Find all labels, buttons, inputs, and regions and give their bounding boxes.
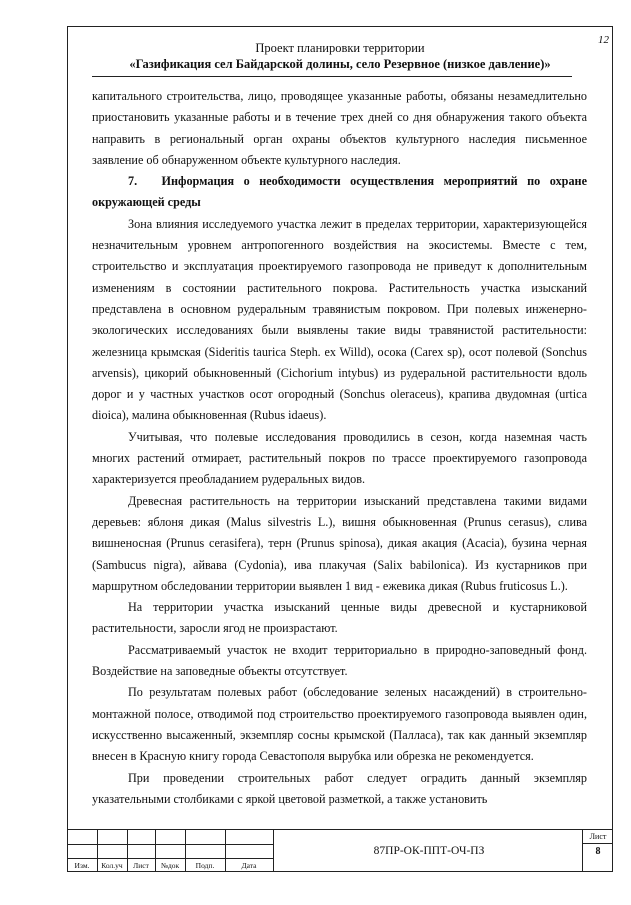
stamp-label-kol: Кол.уч — [101, 861, 123, 870]
revision-grid — [67, 830, 273, 872]
stamp-label-doc: №док — [160, 861, 180, 870]
header-line-1: Проект планировки территории — [255, 41, 425, 55]
title-block — [67, 829, 613, 872]
stamp-label-date: Дата — [241, 861, 257, 870]
document-code: 87ПР-ОК-ППТ-ОЧ-ПЗ — [273, 830, 584, 872]
paragraph: Учитывая, что полевые исследования проводились в сезон, когда наземная часть многих растений отмирает, растительный покров по трассе проектируемого газопровода характеризуется преобладанием рудеральных видов. — [92, 429, 587, 487]
section-heading: 7. Информация о необходимости осуществления мероприятий по охране окружающей среды — [92, 174, 587, 210]
header-rule — [92, 76, 572, 77]
paragraph: Зона влияния исследуемого участка лежит в пределах территории, характеризующейся незначительным уровнем антропогенного воздействия на экосистемы. Вместе с тем, строительство и эксплуатация проектируемого газопровода не приведут к дополнительным изменениям в состоянии растительного покрова. Растительность участка изысканий представлена в основном рудеральным травянистым покровом. При полевых инженерно-экологических исследованиях были выявлены такие виды травянистой растительности: железница крымская (Sideritis taurica Steph. ex Willd), осока (Carex sp), осот полевой (Sonchus arvensis), цикорий обыкновенный (Cichorium intybus) из рудеральной растительности вдоль дорог и у частных участков осот огородный (Sonchus oleraceus), крапива двудомная (urtica dioica), малина обыкновенная (Rubus idaeus). — [92, 216, 587, 423]
paragraph: По результатам полевых работ (обследование зеленых насаждений) в строительно-монтажной полосе, отводимой под строительство проектируемого газопровода выявлен один, искусственно высаженный, экземпляр сосны крымской (Палласа), так как данный экземпляр внесен в Красную книгу города Севастополя вырубка или обрезка не рекомендуется. — [92, 685, 587, 764]
document-header — [80, 40, 600, 72]
header-line-2: «Газификация сел Байдарской долины, село Резервное (низкое давление)» — [129, 57, 551, 71]
sheet-label: Лист — [583, 831, 613, 844]
sheet-value: 8 — [595, 846, 601, 857]
paragraph: При проведении строительных работ следует оградить данный экземпляр указательными столбиками с яркой цветовой разметкой, а также установить — [92, 770, 587, 806]
stamp-label-list: Лист — [133, 861, 149, 870]
paragraph-continuation: капитального строительства, лицо, проводящее указанные работы, обязаны незамедлительно приостановить указанные работы и в течение трех дней со дня обнаружения такого объекта направить в региональный орган охраны объектов культурного наследия письменное заявление об обнаруженном объекте культурного наследия. — [92, 89, 587, 167]
stamp-label-izm: Изм. — [74, 861, 90, 870]
paragraph: На территории участка изысканий ценные виды древесной и кустарниковой растительности, заросли ягод не произрастают. — [92, 600, 587, 636]
stamp-label-sign: Подп. — [195, 861, 215, 870]
page-number: 12 — [598, 34, 609, 46]
sheet-box — [582, 830, 613, 872]
paragraph: Древесная растительность на территории изысканий представлена такими видами деревьев: яблоня дикая (Malus silvestris L.), вишня обыкновенная (Prunus cerasus), слива вишненосная (Prunus cerasifera), терн (Prunus spinosa), дикая акация (Acacia), бузина черная (Sambucus nigra), айвава (Cydonia), ива плакучая (Salix babilonica). Из кустарников при маршрутном обследовании территории выявлен 1 вид - ежевика дикая (Rubus fruticosus L.). — [92, 493, 587, 593]
document-body — [92, 86, 587, 810]
paragraph: Рассматриваемый участок не входит территориально в природно-заповедный фонд. Воздействие на заповедные объекты отсутствует. — [92, 642, 587, 679]
